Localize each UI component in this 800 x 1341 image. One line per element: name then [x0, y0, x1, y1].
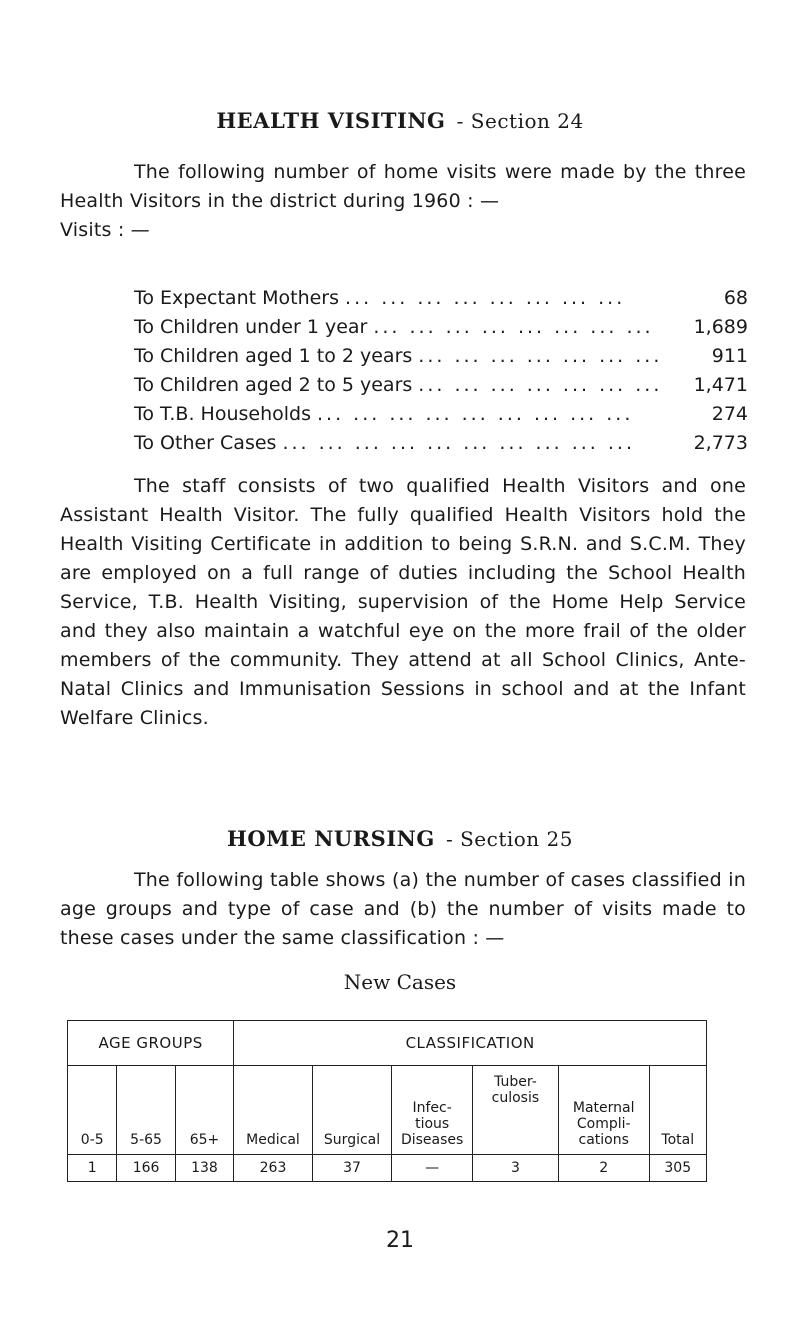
- health-visiting-title: HEALTH VISITING: [216, 108, 446, 133]
- col-header-infectious: [392, 1066, 473, 1155]
- visits-label: Visits : —: [60, 219, 150, 241]
- table-title: New Cases: [343, 970, 457, 994]
- cell-65-plus: 138: [175, 1155, 234, 1182]
- home-nursing-title: HOME NURSING: [227, 826, 435, 851]
- cell-5-65: 166: [117, 1155, 175, 1182]
- col-header-line: culosis: [491, 1090, 540, 1106]
- visit-value: 1,471: [693, 374, 748, 396]
- col-header-total: Total: [649, 1066, 706, 1155]
- age-groups-header: AGE GROUPS: [68, 1021, 234, 1066]
- visit-label: To T.B. Households: [134, 403, 311, 425]
- col-header-line: Maternal: [572, 1100, 635, 1116]
- health-visiting-section: - Section 24: [456, 109, 584, 133]
- leader-dots: ... ... ... ... ... ... ... ... ...: [317, 403, 634, 425]
- visit-value: 274: [711, 403, 748, 425]
- new-cases-table: [67, 1020, 707, 1182]
- col-header-maternal: [558, 1066, 649, 1155]
- visit-row: [134, 284, 748, 313]
- visit-label: To Children aged 2 to 5 years: [134, 374, 413, 396]
- cell-infectious: —: [392, 1155, 473, 1182]
- visit-label: To Children aged 1 to 2 years: [134, 345, 413, 367]
- visit-value: 68: [723, 287, 748, 309]
- home-nursing-intro: The following table shows (a) the number of cases classified in age groups and type of case and (b) the number of visits made to these cases under the same classification : —: [60, 869, 746, 949]
- visit-row: [134, 313, 748, 342]
- home-nursing-section: - Section 25: [445, 827, 573, 851]
- col-header-0-5: 0-5: [68, 1066, 117, 1155]
- table-row: [68, 1155, 707, 1182]
- leader-dots: ... ... ... ... ... ... ... ... ... ...: [282, 432, 635, 454]
- visit-row: [134, 371, 748, 400]
- col-header-line: Compli-: [576, 1116, 631, 1132]
- visit-row: [134, 400, 748, 429]
- leader-dots: ... ... ... ... ... ... ... ...: [345, 287, 626, 309]
- visit-value: 2,773: [693, 432, 748, 454]
- cell-total: 305: [649, 1155, 706, 1182]
- staff-paragraph: The staff consists of two qualified Health Visitors and one Assistant Health Visitor. The fully qualified Health Visitors hold the Health Visiting Certificate in addition to being S.R.N. and S.C.M. They are employed on a full range of duties including the School Health Service, T.B. Health Visiting, supervision of the Home Help Service and they also maintain a watchful eye on the more frail of the older members of the community. They attend at all School Clinics, Ante-Natal Clinics and Immunisation Sessions in school and at the Infant Welfare Clinics.: [60, 475, 746, 729]
- table-column-header: [68, 1066, 707, 1155]
- visit-value: 911: [711, 345, 748, 367]
- leader-dots: ... ... ... ... ... ... ...: [418, 374, 663, 396]
- visit-row: [134, 342, 748, 371]
- home-nursing-heading: [0, 826, 800, 851]
- visits-list: [134, 284, 748, 458]
- visit-label: To Expectant Mothers: [134, 287, 340, 309]
- col-header-line: Tuber-: [494, 1074, 537, 1090]
- cell-0-5: 1: [68, 1155, 117, 1182]
- health-visiting-heading: [0, 108, 800, 133]
- page-number: 21: [386, 1228, 414, 1253]
- cell-maternal: 2: [558, 1155, 649, 1182]
- col-header-surgical: Surgical: [312, 1066, 392, 1155]
- cell-medical: 263: [234, 1155, 312, 1182]
- col-header-line: Infec-: [412, 1100, 452, 1116]
- col-header-tuberculosis: [472, 1066, 558, 1155]
- col-header-65-plus: 65+: [175, 1066, 234, 1155]
- visit-label: To Children under 1 year: [134, 316, 368, 338]
- health-visiting-intro: The following number of home visits were made by the three Health Visitors in the district during 1960 : —: [60, 161, 746, 212]
- table-group-header: [68, 1021, 707, 1066]
- visit-label: To Other Cases: [134, 432, 277, 454]
- col-header-line: tious: [415, 1116, 450, 1132]
- leader-dots: ... ... ... ... ... ... ...: [418, 345, 663, 367]
- col-header-medical: Medical: [234, 1066, 312, 1155]
- col-header-5-65: 5-65: [117, 1066, 175, 1155]
- col-header-line: cations: [578, 1132, 629, 1148]
- classification-header: CLASSIFICATION: [234, 1021, 707, 1066]
- cell-tuberculosis: 3: [472, 1155, 558, 1182]
- visit-row: [134, 429, 748, 458]
- col-header-line: Diseases: [400, 1132, 464, 1148]
- cell-surgical: 37: [312, 1155, 392, 1182]
- leader-dots: ... ... ... ... ... ... ... ...: [373, 316, 654, 338]
- visit-value: 1,689: [693, 316, 748, 338]
